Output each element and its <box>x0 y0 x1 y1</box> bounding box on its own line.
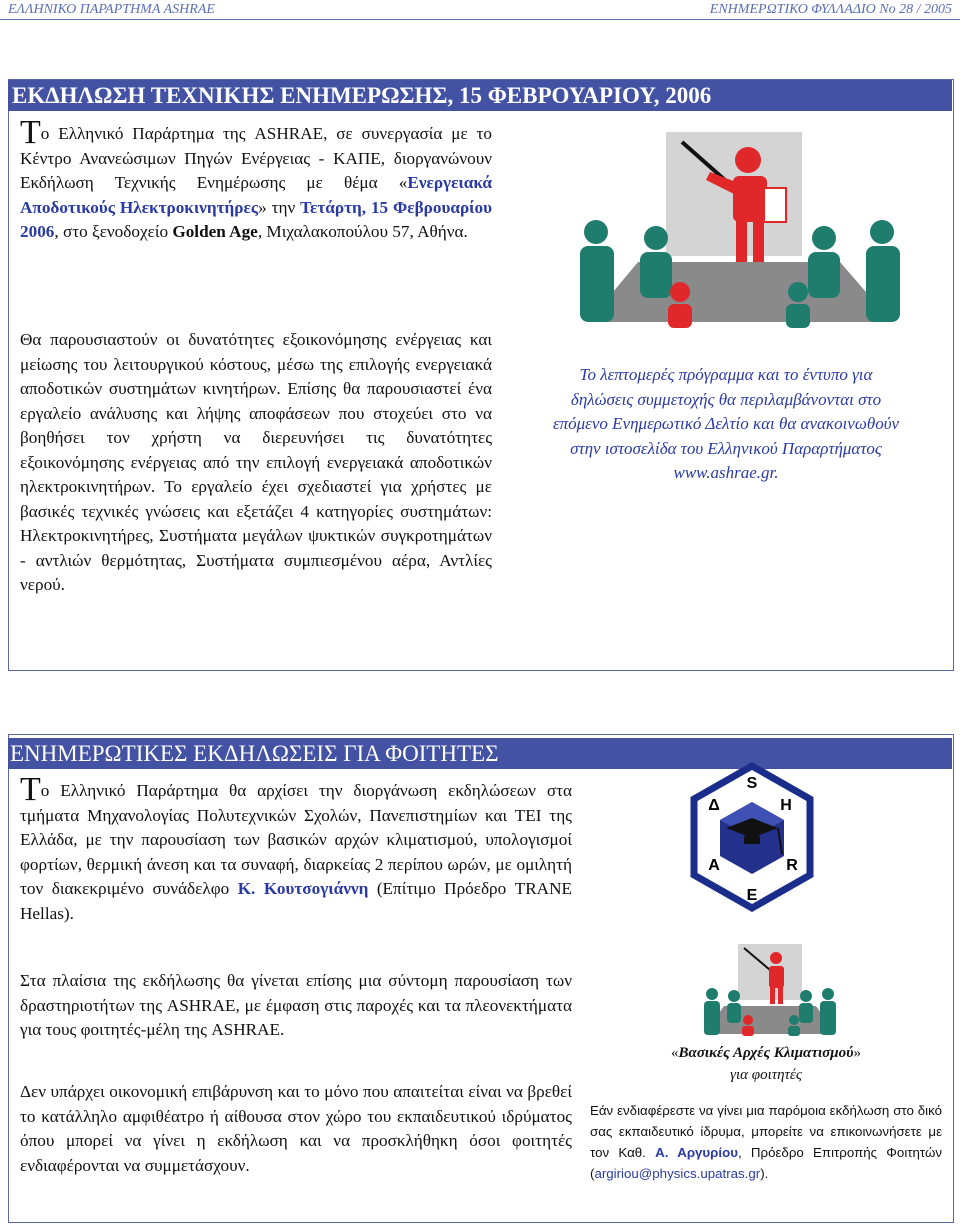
running-header-right: ΕΝΗΜΕΡΩΤΙΚΟ ΦΥΛΛΑΔΙΟ No 28 / 2005 <box>709 2 952 17</box>
contact-name: Α. Αργυρίου <box>655 1145 738 1160</box>
section2-title: ΕΝΗΜΕΡΩΤΙΚΕΣ ΕΚΔΗΛΩΣΕΙΣ ΓΙΑ ΦΟΙΤΗΤΕΣ <box>10 741 499 766</box>
contact-email[interactable]: argiriou@physics.upatras.gr <box>594 1166 761 1181</box>
caption-line: Το λεπτομερές πρόγραμμα και το έντυπο για <box>579 365 873 384</box>
section1-title: ΕΚΔΗΛΩΣΗ ΤΕΧΝΙΚΗΣ ΕΝΗΜΕΡΩΣΗΣ, 15 ΦΕΒΡΟΥΑΡΙΟΥ, 2006 <box>12 83 712 108</box>
ashrae-logo <box>688 762 816 912</box>
intro-text: (Επίτιμο Πρόεδρο TRANE Hellas). <box>20 879 572 923</box>
caption-line: στην ιστοσελίδα του Ελληνικού Παραρτήματος <box>570 438 882 458</box>
section1-title-band <box>8 80 952 111</box>
conference-table <box>588 262 892 322</box>
intro-text: ο Ελληνικό Παράρτημα θα αρχίσει την διοργάνωση εκδηλώσεων στα τμήματα Μηχανολογίας Πολυτεχνικών Σχολών, Πανεπιστημίων και ΤΕΙ της Ελλάδα, με την παρουσίαση των βασικών αρχών κλιματισμού, υπολογισμοί φορτίων, θερμική άνεση και τα συναφή, διαρκείας 2 περίπου ωρών, με ομιλητή τον διακεκριμένο συνάδελφο <box>20 781 572 898</box>
section2-paragraph-3: Δεν υπάρχει οικονομική επιβάρυνση και το μόνο που απαιτείται είναι να βρεθεί το κατάλληλο αμφιθέατρο ή αίθουσα στον χώρο του εκπαιδευτικού ιδρύματος όπου μπορεί να γίνει η εκδήλωση και να προσκλήθηκη όσοι φοιτητές ενδιαφέρονται να συμμετάσχουν. <box>20 1082 572 1175</box>
logo-letter: H <box>780 797 792 814</box>
quote-mark: « <box>671 1045 679 1061</box>
website-link[interactable]: www.ashrae.gr. <box>673 463 779 482</box>
section1-body-paragraph: Θα παρουσιαστούν οι δυνατότητες εξοικονόμησης ενέργειας και μείωσης του λειτουργικού κόστους, μέσω της επιλογής ενεργειακά αποδοτικών συστημάτων κινητήρων. Επίσης θα παρουσιαστεί ένα εργαλείο ανάλυσης και λήψης αποφάσεων που στοχεύει στο να βοηθήσει τον χρήστη να διερευνήσει τις δυνατότητες εξοικονόμησης ενέργειας από την επιλογή ενεργειακά αποδοτικών ηλεκτροκινητήρων. Το εργαλείο έχει σχεδιαστεί για χρήστες με βασικές τεχνικές γνώσεις και εξετάζει 4 κατηγορίες συστημάτων: Ηλεκτροκινητήρες, Συστήματα μεγάλων ψυκτικών συγκροτημάτων - αντλιών θερμότητας, Συστήματα συμπιεσμένου αέρα, Αντλίες νερού. <box>20 330 492 594</box>
running-header-left: ΕΛΛΗΝΙΚΟ ΠΑΡΑΡΤΗΜΑ ASHRAE <box>8 2 215 17</box>
caption-line: επόμενο Ενημερωτικό Δελτίο και θα ανακοινωθούν <box>552 414 900 433</box>
hotel-name: Golden Age <box>172 222 258 241</box>
quote-mark: » <box>853 1045 861 1061</box>
contact-paragraph <box>590 1100 942 1184</box>
header-rule <box>0 19 960 20</box>
small-presentation-illustration <box>700 940 840 1036</box>
section2-paragraph-2: Στα πλαίσια της εκδήλωσης θα γίνεται επίσης μια σύντομη παρουσίαση των δραστηριοτήτων της ASHRAE, με έμφαση στις παροχές και τα πλεονεκτήματα για τους φοιτητές-μέλη της ASHRAE. <box>20 971 572 1039</box>
logo-letter: Δ <box>708 797 720 814</box>
course-title-line <box>590 1042 942 1064</box>
contact-text: Εάν ενδιαφέρεστε να γίνει μια παρόμοια εκδήλωση στο δικό σας εκπαιδευτικό ίδρυμα, μπορείτε να επικοινωνήσετε με τον Καθ. <box>590 1103 942 1160</box>
caption-line: δηλώσεις συμμετοχής θα περιλαμβάνονται στο <box>570 389 882 409</box>
logo-letter: E <box>746 887 758 904</box>
logo-letter: S <box>746 775 758 792</box>
course-caption <box>590 1042 942 1086</box>
speaker-name: Κ. Κουτσογιάννη <box>237 879 369 898</box>
event-topic: Ενεργειακά Αποδοτικούς Ηλεκτροκινητήρες <box>20 173 492 217</box>
intro-text: » την <box>258 197 301 217</box>
contact-text: , Πρόεδρο Επιτροπής Φοιτητών ( <box>590 1145 943 1181</box>
intro-text: ο Ελληνικό Παράρτημα της ASHRAE, σε συνεργασία με το Κέντρο Ανανεώσιμων Πηγών Ενέργειας - ΚΑΠΕ, διοργανώνουν Εκδήλωση Τεχνικής Ενημέρωσης με θέμα « <box>20 124 492 192</box>
dropcap: Τ <box>20 771 41 808</box>
course-subtitle: για φοιτητές <box>730 1067 802 1083</box>
section2-intro-paragraph <box>20 771 572 926</box>
intro-text: , στο ξενοδοχείο <box>54 222 173 241</box>
logo-letter: R <box>786 857 798 874</box>
dropcap: Τ <box>20 114 41 151</box>
event-date: Τετάρτη, 15 Φεβρουαρίου 2006 <box>20 197 493 241</box>
logo-letter: Α <box>708 857 720 874</box>
program-caption <box>506 363 946 486</box>
presentation-illustration <box>578 122 902 328</box>
contact-text: ). <box>760 1166 769 1181</box>
course-title: Βασικές Αρχές Κλιματισμού <box>678 1045 854 1061</box>
section1-intro-paragraph <box>20 114 493 245</box>
intro-text: , Μιχαλακοπούλου 57, Αθήνα. <box>257 222 468 241</box>
